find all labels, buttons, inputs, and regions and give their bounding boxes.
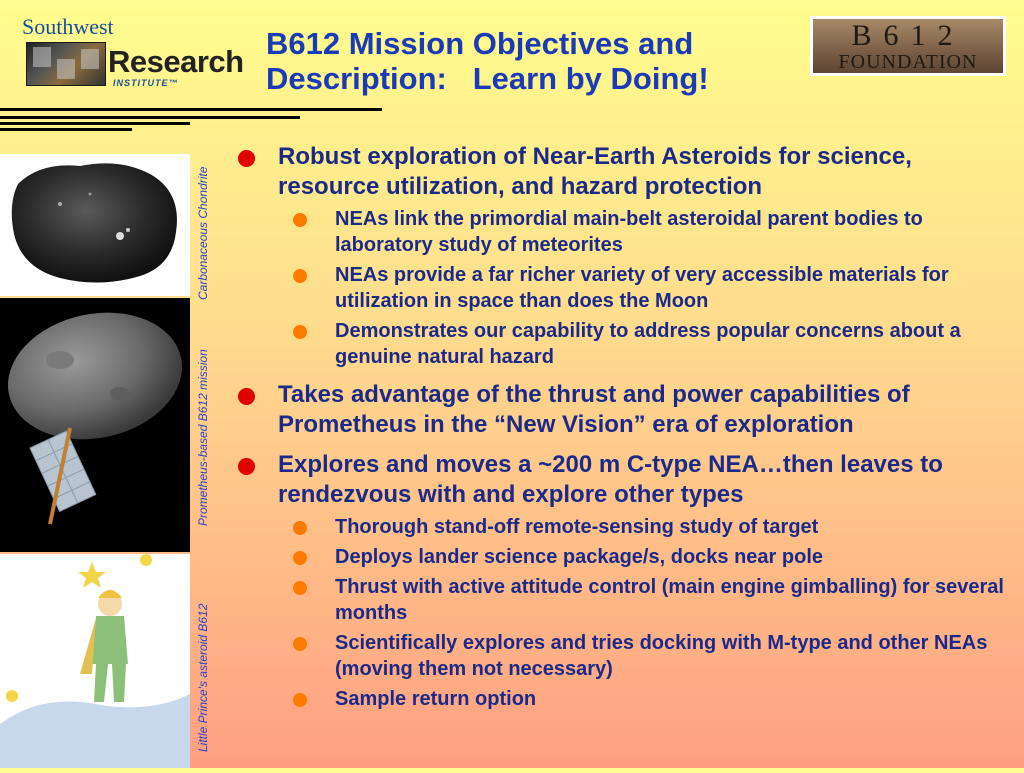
sub-list-1: [238, 206, 1018, 370]
sub-bullet-dot-icon: [293, 269, 307, 283]
little-prince-image: [0, 554, 190, 768]
sub-bullet-3-2-text: Deploys lander science package/s, docks near pole: [335, 546, 823, 568]
header-rule-4: [0, 128, 132, 131]
caption-prometheus-mission: Prometheus-based B612 mission: [196, 349, 210, 526]
header-rule-3: [0, 122, 190, 125]
header-rule-2: [0, 116, 300, 119]
b612-foundation-logo: [810, 16, 1006, 76]
sub-bullet-1-2: [238, 262, 1018, 314]
sub-bullet-3-1-text: Thorough stand-off remote-sensing study of target: [335, 516, 819, 538]
sub-bullet-dot-icon: [293, 213, 307, 227]
sub-bullet-1-1: [238, 206, 1018, 258]
swri-logo-institute: INSTITUTE™: [113, 78, 179, 88]
sub-bullet-3-5: [238, 686, 1018, 712]
bullet-1-text: Robust exploration of Near-Earth Asteroids for science, resource utilization, and hazard protection: [278, 143, 912, 200]
caption-carbonaceous-chondrite: Carbonaceous Chondrite: [196, 166, 210, 300]
sub-bullet-3-3-text: Thrust with active attitude control (main engine gimballing) for several months: [335, 576, 1004, 624]
swri-logo-research: Research: [108, 44, 244, 79]
bullet-dot-icon: [238, 150, 255, 167]
sub-list-3: [238, 514, 1018, 712]
bullet-dot-icon: [238, 458, 255, 475]
carbonaceous-chondrite-image: [0, 154, 190, 296]
sub-bullet-dot-icon: [293, 521, 307, 535]
sub-bullet-3-5-text: Sample return option: [335, 688, 537, 710]
sub-bullet-1-3-text: Demonstrates our capability to address popular concerns about a genuine natural hazard: [335, 320, 961, 368]
sub-bullet-dot-icon: [293, 637, 307, 651]
swri-logo-southwest: Southwest: [22, 14, 114, 39]
sub-bullet-dot-icon: [293, 325, 307, 339]
sub-bullet-dot-icon: [293, 581, 307, 595]
sub-bullet-1-3: [238, 318, 1018, 370]
bullet-3: [238, 450, 1018, 510]
header-rule-1: [0, 108, 382, 111]
bullet-list: [238, 142, 1018, 202]
sub-bullet-3-1: [238, 514, 1018, 540]
sub-bullet-3-3: [238, 574, 1018, 626]
bullet-list-3: [238, 450, 1018, 510]
b612-logo-line2: FOUNDATION: [838, 51, 978, 73]
caption-little-prince: Little Prince's asteroid B612: [196, 603, 210, 752]
bullet-1: [238, 142, 1018, 202]
sub-bullet-dot-icon: [293, 693, 307, 707]
bullet-dot-icon: [238, 388, 255, 405]
bullet-list-2: [238, 380, 1018, 440]
sub-bullet-3-4: [238, 630, 1018, 682]
slide-title-line2: Description: Learn by Doing!: [266, 61, 709, 96]
bullet-2-text: Takes advantage of the thrust and power capabilities of Prometheus in the “New Vision” era of exploration: [278, 381, 910, 438]
slide-title: [266, 26, 806, 96]
swri-logo: [18, 14, 244, 94]
bullet-content: [238, 142, 1018, 712]
sub-bullet-3-4-text: Scientifically explores and tries docking with M-type and other NEAs (moving them not necessary): [335, 632, 988, 680]
bullet-2: [238, 380, 1018, 440]
sub-bullet-1-2-text: NEAs provide a far richer variety of very accessible materials for utilization in space than does the Moon: [335, 264, 949, 312]
sub-bullet-1-1-text: NEAs link the primordial main-belt asteroidal parent bodies to laboratory study of meteorites: [335, 208, 923, 256]
sub-bullet-dot-icon: [293, 551, 307, 565]
bullet-3-text: Explores and moves a ~200 m C-type NEA…then leaves to rendezvous with and explore other types: [278, 451, 943, 508]
spacecraft-asteroid-image: [0, 298, 190, 552]
sub-bullet-3-2: [238, 544, 1018, 570]
slide-title-line1: B612 Mission Objectives and: [266, 26, 694, 61]
swri-emblem-icon: [26, 42, 106, 86]
b612-logo-line1: B612: [851, 19, 965, 52]
